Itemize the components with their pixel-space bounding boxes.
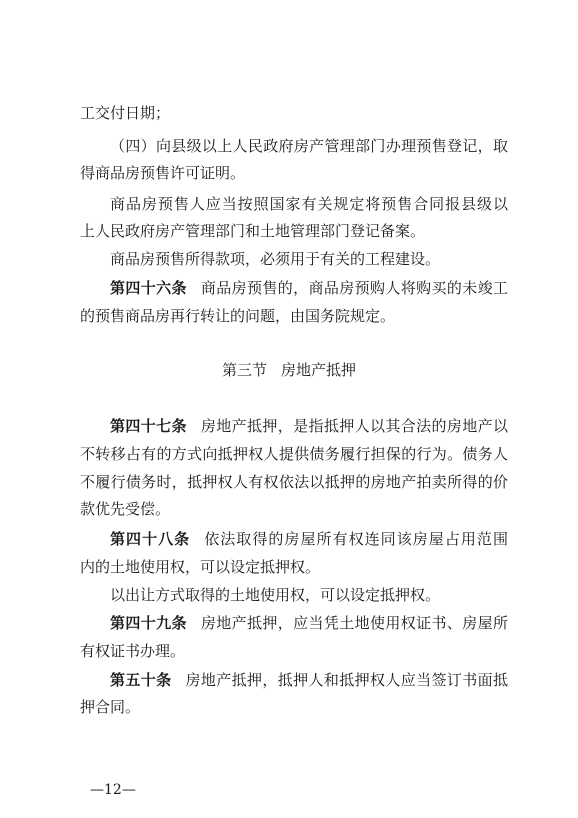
article-50-line — [110, 670, 508, 690]
article-text: 房地产抵押，是指抵押人以其合法的房地产以 — [200, 417, 508, 435]
article-text: 房地产抵押，抵押人和抵押权人应当签订书面抵 — [185, 671, 508, 689]
article-label: 第四十七条 — [110, 417, 187, 435]
article-text: 依法取得的房屋所有权连同该房屋占用范围 — [204, 530, 508, 548]
paragraph-line: 不履行债务时，抵押权人有权依法以抵押的房地产拍卖所得的价 — [80, 473, 508, 491]
page-number: —12— — [90, 782, 136, 798]
article-label: 第四十六条 — [110, 279, 187, 297]
article-text: 商品房预售的，商品房预购人将购买的未竣工 — [200, 279, 508, 297]
paragraph-line: 得商品房预售许可证明。 — [80, 164, 246, 182]
article-46-line — [110, 278, 508, 298]
paragraph-line: 工交付日期； — [80, 104, 171, 122]
article-47-line — [110, 416, 508, 436]
article-text: 房地产抵押，应当凭土地使用权证书、房屋所 — [200, 614, 508, 632]
paragraph-line: 不转移占有的方式向抵押权人提供债务履行担保的行为。债务人 — [80, 445, 508, 463]
paragraph-line: 有权证书办理。 — [80, 642, 186, 660]
section-number: 第三节 — [221, 361, 267, 379]
paragraph-line: 押合同。 — [80, 698, 141, 716]
article-48-line — [110, 529, 508, 549]
paragraph-line: 款优先受偿。 — [80, 500, 171, 518]
section-heading — [0, 360, 578, 380]
paragraph-line: 上人民政府房产管理部门和土地管理部门登记备案。 — [80, 222, 426, 240]
paragraph-line: 以出让方式取得的土地使用权，可以设定抵押权。 — [110, 586, 441, 604]
article-49-line — [110, 613, 508, 633]
article-label: 第四十八条 — [110, 530, 191, 548]
paragraph-line: 商品房预售所得款项，必须用于有关的工程建设。 — [110, 250, 441, 268]
paragraph-line: 商品房预售人应当按照国家有关规定将预售合同报县级以 — [110, 195, 508, 213]
paragraph-line: 的预售商品房再行转让的问题，由国务院规定。 — [80, 307, 396, 325]
section-title: 房地产抵押 — [281, 361, 357, 379]
article-label: 第四十九条 — [110, 614, 187, 632]
paragraph-line: 内的土地使用权，可以设定抵押权。 — [80, 558, 321, 576]
article-label: 第五十条 — [110, 671, 172, 689]
paragraph-line: （四）向县级以上人民政府房产管理部门办理预售登记，取 — [110, 137, 508, 155]
